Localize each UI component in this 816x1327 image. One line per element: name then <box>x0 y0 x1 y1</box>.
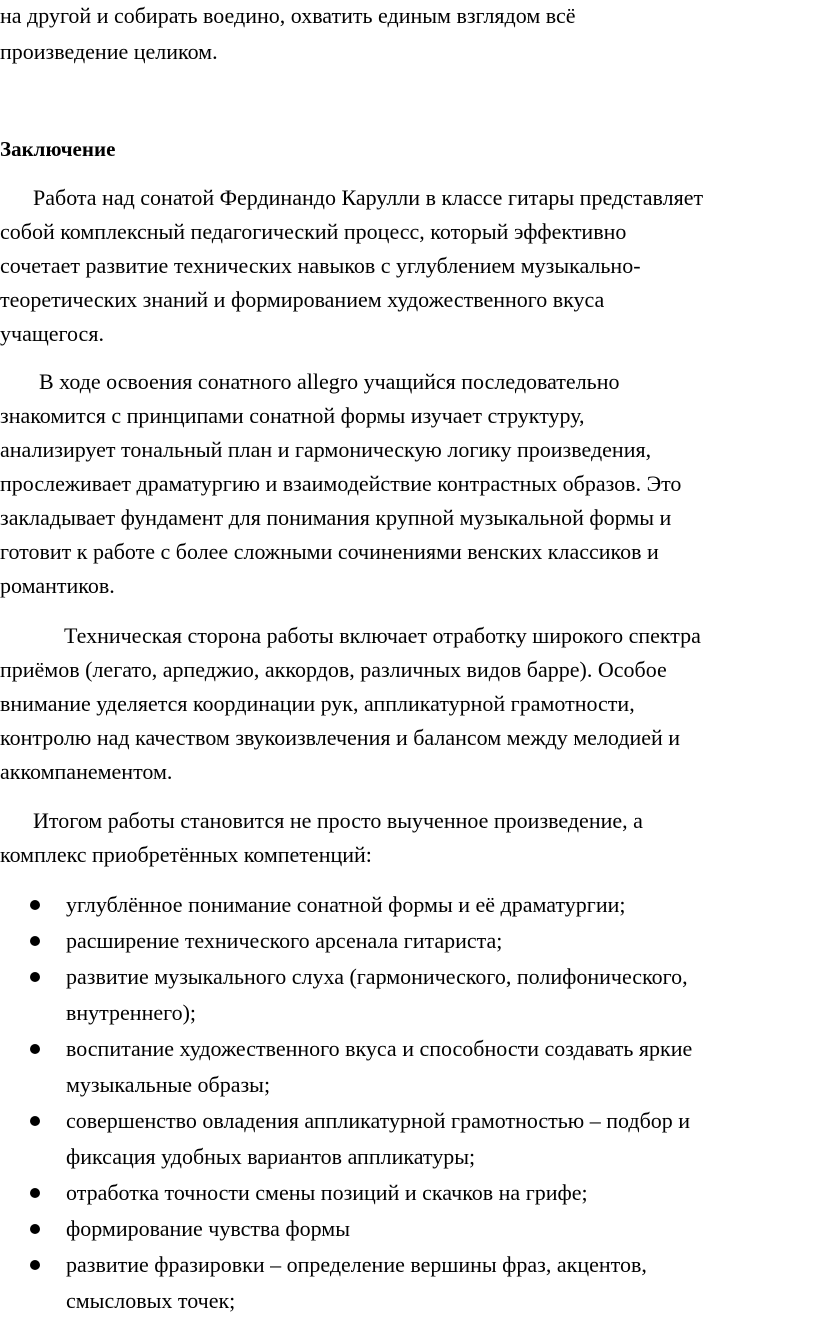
list-item-text: внутреннего); <box>66 1000 197 1025</box>
paragraph-line: сочетает развитие технических навыков с углублением музыкально- <box>0 253 641 278</box>
list-item-text: воспитание художественного вкуса и способности создавать яркие <box>66 1036 693 1061</box>
paragraph-line: аккомпанементом. <box>0 759 173 784</box>
paragraph-line: Итогом работы становится не просто выученное произведение, а <box>33 808 643 833</box>
paragraph-line: приёмов (легато, арпеджио, аккордов, различных видов барре). Особое <box>0 657 667 682</box>
list-item-text: углублённое понимание сонатной формы и её драматургии; <box>66 892 626 917</box>
bullet-icon <box>30 900 40 910</box>
paragraph-line: Работа над сонатой Фердинандо Карулли в классе гитары представляет <box>33 185 704 210</box>
list-item-text: расширение технического арсенала гитариста; <box>66 928 503 953</box>
bullet-icon <box>30 936 40 946</box>
list-item-text: смысловых точек; <box>66 1288 236 1313</box>
list-item-text: музыкальные образы; <box>66 1072 271 1097</box>
paragraph-line: собой комплексный педагогический процесс, который эффективно <box>0 219 627 244</box>
paragraph-line: прослеживает драматургию и взаимодействие контрастных образов. Это <box>0 471 682 496</box>
list-item-text: развитие музыкального слуха (гармонического, полифонического, <box>66 964 688 989</box>
list-item-text: фиксация удобных вариантов аппликатуры; <box>66 1144 476 1169</box>
paragraph-line: романтиков. <box>0 573 115 598</box>
paragraph-line: В ходе освоения сонатного allegro учащийся последовательно <box>39 369 620 394</box>
paragraph-line: Техническая сторона работы включает отработку широкого спектра <box>64 623 701 648</box>
bullet-icon <box>30 1260 40 1270</box>
paragraph-line: анализирует тональный план и гармоническую логику произведения, <box>0 437 652 462</box>
bullet-icon <box>30 1224 40 1234</box>
intro-line: произведение целиком. <box>0 39 218 64</box>
paragraph-line: контролю над качеством звукоизвлечения и балансом между мелодией и <box>0 725 681 750</box>
bullet-icon <box>30 1116 40 1126</box>
paragraph-line: комплекс приобретённых компетенций: <box>0 842 372 867</box>
paragraph-line: знакомится с принципами сонатной формы изучает структуру, <box>0 403 585 428</box>
list-item-text: формирование чувства формы <box>66 1216 350 1241</box>
intro-line: на другой и собирать воедино, охватить единым взглядом всё <box>0 3 576 28</box>
list-item-text: отработка точности смены позиций и скачков на грифе; <box>66 1180 588 1205</box>
list-item-text: совершенство овладения аппликатурной грамотностью – подбор и <box>66 1108 691 1133</box>
bullet-icon <box>30 972 40 982</box>
bullet-icon <box>30 1188 40 1198</box>
bullet-icon <box>30 1044 40 1054</box>
paragraph-line: готовит к работе с более сложными сочинениями венских классиков и <box>0 539 659 564</box>
paragraph-line: теоретических знаний и формированием художественного вкуса <box>0 287 605 312</box>
paragraph-line: учащегося. <box>0 321 104 346</box>
section-heading: Заключение <box>0 137 116 161</box>
paragraph-line: закладывает фундамент для понимания крупной музыкальной формы и <box>0 505 672 530</box>
paragraph-line: внимание уделяется координации рук, аппликатурной грамотности, <box>0 691 635 716</box>
list-item-text: развитие фразировки – определение вершины фраз, акцентов, <box>66 1252 647 1277</box>
